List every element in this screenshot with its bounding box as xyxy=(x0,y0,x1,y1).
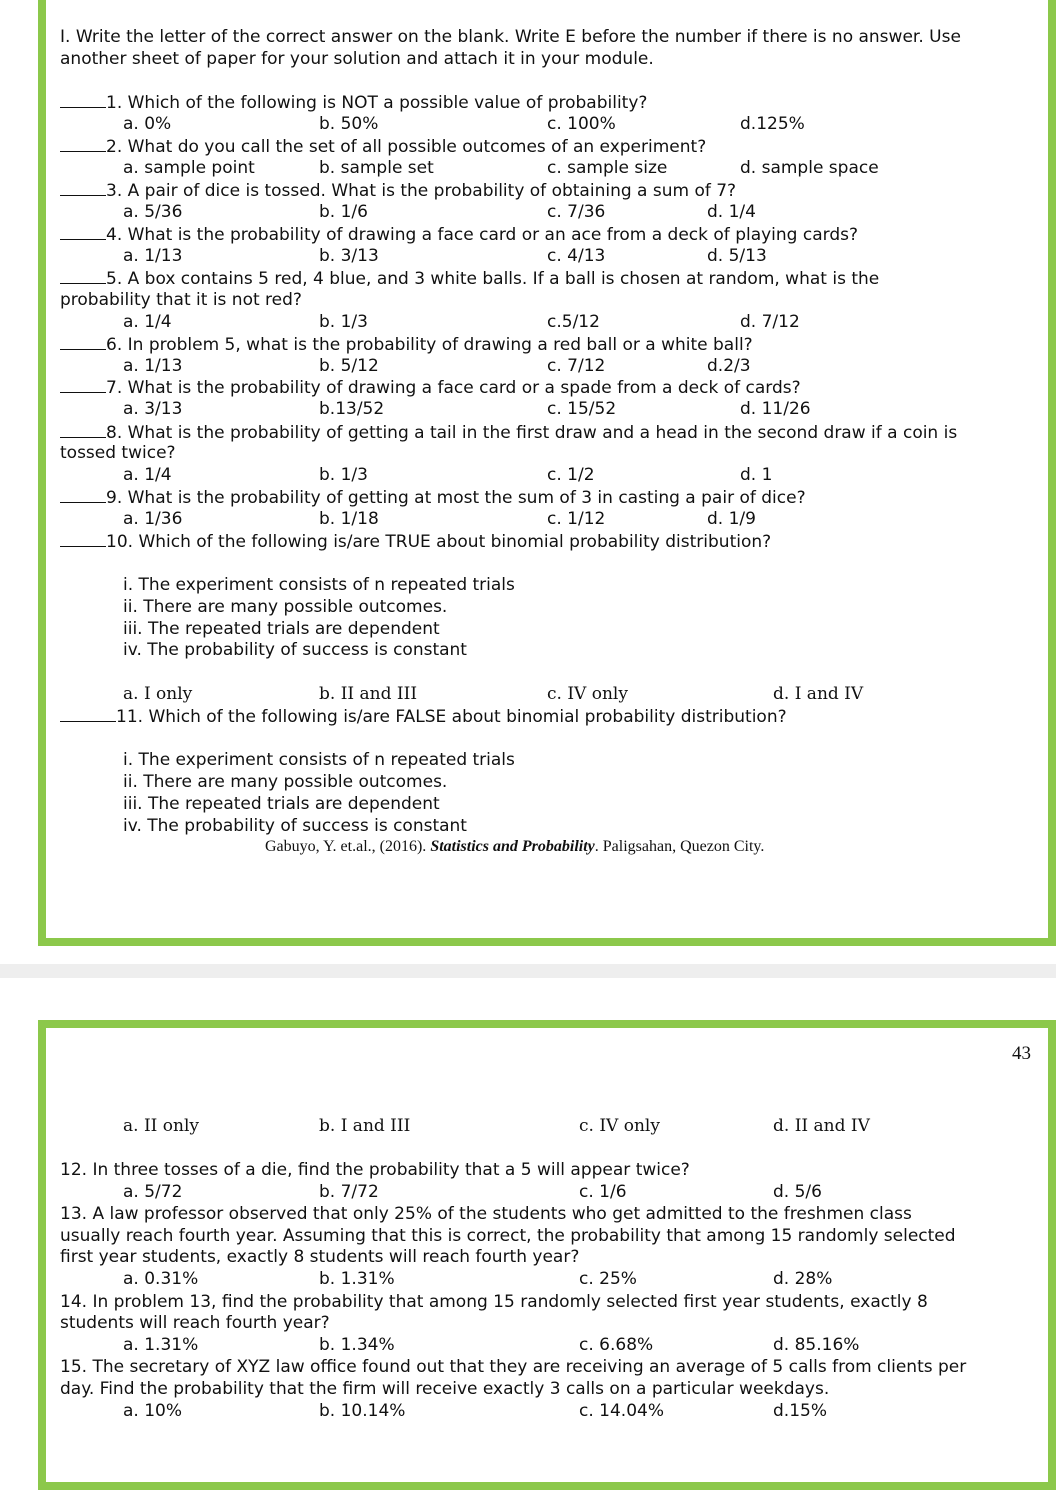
question-10: 10. Which of the following is/are TRUE about binomial probability distribution? xyxy=(60,531,771,552)
q9-option-b: b. 1/18 xyxy=(319,509,379,529)
q11-option-b: b. I and III xyxy=(319,1116,411,1136)
q14-option-a: a. 1.31% xyxy=(123,1335,199,1355)
question-9: 9. What is the probability of getting at most the sum of 3 in casting a pair of dice? xyxy=(60,487,806,508)
q11-statement-3: iii. The repeated trials are dependent xyxy=(123,794,440,814)
instructions-line-1: I. Write the letter of the correct answer on the blank. Write E before the number if there is no answer. Use xyxy=(60,27,961,47)
answer-blank-3[interactable] xyxy=(60,180,106,196)
question-15-cont: day. Find the probability that the firm will receive exactly 3 calls on a particular weekdays. xyxy=(60,1379,830,1399)
q11-statement-2: ii. There are many possible outcomes. xyxy=(123,772,448,792)
question-11: 11. Which of the following is/are FALSE about binomial probability distribution? xyxy=(60,706,787,727)
q13-option-b: b. 1.31% xyxy=(319,1269,395,1289)
q10-option-d: d. I and IV xyxy=(773,684,864,704)
question-13: 13. A law professor observed that only 25% of the students who get admitted to the freshmen class xyxy=(60,1204,912,1224)
q1-option-d: d.125% xyxy=(740,114,805,134)
q7-option-d: d. 11/26 xyxy=(740,399,811,419)
instructions-line-2: another sheet of paper for your solution and attach it in your module. xyxy=(60,49,654,69)
q8-option-b: b. 1/3 xyxy=(319,465,368,485)
q14-option-d: d. 85.16% xyxy=(773,1335,860,1355)
q2-option-d: d. sample space xyxy=(740,158,879,178)
q4-option-c: c. 4/13 xyxy=(547,246,606,266)
q7-option-a: a. 3/13 xyxy=(123,399,183,419)
q5-option-b: b. 1/3 xyxy=(319,312,368,332)
q9-option-d: d. 1/9 xyxy=(707,509,756,529)
q10-statement-2: ii. There are many possible outcomes. xyxy=(123,597,448,617)
question-4: 4. What is the probability of drawing a face card or an ace from a deck of playing cards? xyxy=(60,224,858,245)
answer-blank-5[interactable] xyxy=(60,268,106,284)
q3-option-b: b. 1/6 xyxy=(319,202,368,222)
question-5: 5. A box contains 5 red, 4 blue, and 3 white balls. If a ball is chosen at random, what is the xyxy=(60,268,879,289)
q5-option-a: a. 1/4 xyxy=(123,312,172,332)
q13-option-d: d. 28% xyxy=(773,1269,833,1289)
question-8: 8. What is the probability of getting a tail in the first draw and a head in the second draw if a coin is xyxy=(60,422,957,443)
question-14: 14. In problem 13, find the probability that among 15 randomly selected first year students, exactly 8 xyxy=(60,1292,928,1312)
q15-option-a: a. 10% xyxy=(123,1401,183,1421)
q15-option-d: d.15% xyxy=(773,1401,827,1421)
q4-option-d: d. 5/13 xyxy=(707,246,767,266)
q10-statement-1: i. The experiment consists of n repeated trials xyxy=(123,575,515,595)
question-14-cont: students will reach fourth year? xyxy=(60,1313,330,1333)
q12-option-a: a. 5/72 xyxy=(123,1182,183,1202)
q7-option-c: c. 15/52 xyxy=(547,399,617,419)
q3-option-a: a. 5/36 xyxy=(123,202,183,222)
question-2: 2. What do you call the set of all possible outcomes of an experiment? xyxy=(60,136,706,157)
page-number: 43 xyxy=(1012,1043,1031,1064)
page-separator xyxy=(0,964,1056,978)
question-15: 15. The secretary of XYZ law office found out that they are receiving an average of 5 calls from clients per xyxy=(60,1357,967,1377)
answer-blank-1[interactable] xyxy=(60,92,106,108)
citation: Gabuyo, Y. et.al., (2016). Statistics and Probability. Paligsahan, Quezon City. xyxy=(265,838,765,855)
answer-blank-10[interactable] xyxy=(60,531,106,547)
answer-blank-4[interactable] xyxy=(60,224,106,240)
q10-option-c: c. IV only xyxy=(547,684,628,704)
q9-option-c: c. 1/12 xyxy=(547,509,606,529)
q2-option-b: b. sample set xyxy=(319,158,434,178)
q1-option-a: a. 0% xyxy=(123,114,172,134)
q8-option-d: d. 1 xyxy=(740,465,773,485)
q5-option-d: d. 7/12 xyxy=(740,312,800,332)
q13-option-c: c. 25% xyxy=(579,1269,637,1289)
answer-blank-8[interactable] xyxy=(60,422,106,438)
q7-option-b: b.13/52 xyxy=(319,399,385,419)
q3-option-d: d. 1/4 xyxy=(707,202,756,222)
q8-option-c: c. 1/2 xyxy=(547,465,595,485)
q11-option-d: d. II and IV xyxy=(773,1116,870,1136)
q15-option-b: b. 10.14% xyxy=(319,1401,406,1421)
question-1: 1. Which of the following is NOT a possible value of probability? xyxy=(60,92,647,113)
q6-option-d: d.2/3 xyxy=(707,356,751,376)
q13-option-a: a. 0.31% xyxy=(123,1269,199,1289)
answer-blank-7[interactable] xyxy=(60,377,106,393)
q3-option-c: c. 7/36 xyxy=(547,202,606,222)
question-13-cont-1: usually reach fourth year. Assuming that this is correct, the probability that among 15 randomly selected xyxy=(60,1226,956,1246)
question-7: 7. What is the probability of drawing a face card or a spade from a deck of cards? xyxy=(60,377,801,398)
q10-statement-3: iii. The repeated trials are dependent xyxy=(123,619,440,639)
q4-option-a: a. 1/13 xyxy=(123,246,183,266)
q11-statement-4: iv. The probability of success is constant xyxy=(123,816,467,836)
q1-option-b: b. 50% xyxy=(319,114,379,134)
q10-option-b: b. II and III xyxy=(319,684,418,704)
q9-option-a: a. 1/36 xyxy=(123,509,183,529)
answer-blank-6[interactable] xyxy=(60,334,106,350)
q8-option-a: a. 1/4 xyxy=(123,465,172,485)
question-6: 6. In problem 5, what is the probability of drawing a red ball or a white ball? xyxy=(60,334,753,355)
q6-option-c: c. 7/12 xyxy=(547,356,606,376)
question-13-cont-2: first year students, exactly 8 students will reach fourth year? xyxy=(60,1247,580,1267)
question-5-cont: probability that it is not red? xyxy=(60,290,302,310)
q14-option-b: b. 1.34% xyxy=(319,1335,395,1355)
question-3: 3. A pair of dice is tossed. What is the probability of obtaining a sum of 7? xyxy=(60,180,736,201)
answer-blank-2[interactable] xyxy=(60,136,106,152)
q10-option-a: a. I only xyxy=(123,684,193,704)
q12-option-c: c. 1/6 xyxy=(579,1182,627,1202)
q12-option-d: d. 5/6 xyxy=(773,1182,822,1202)
q5-option-c: c.5/12 xyxy=(547,312,600,332)
q10-statement-4: iv. The probability of success is constant xyxy=(123,640,467,660)
q2-option-c: c. sample size xyxy=(547,158,668,178)
q4-option-b: b. 3/13 xyxy=(319,246,379,266)
question-12: 12. In three tosses of a die, find the probability that a 5 will appear twice? xyxy=(60,1160,690,1180)
citation-title: Statistics and Probability xyxy=(430,838,595,855)
answer-blank-9[interactable] xyxy=(60,487,106,503)
q11-option-c: c. IV only xyxy=(579,1116,660,1136)
q1-option-c: c. 100% xyxy=(547,114,616,134)
q11-statement-1: i. The experiment consists of n repeated trials xyxy=(123,750,515,770)
question-8-cont: tossed twice? xyxy=(60,443,176,463)
q14-option-c: c. 6.68% xyxy=(579,1335,654,1355)
q15-option-c: c. 14.04% xyxy=(579,1401,664,1421)
q2-option-a: a. sample point xyxy=(123,158,255,178)
q11-option-a: a. II only xyxy=(123,1116,200,1136)
q12-option-b: b. 7/72 xyxy=(319,1182,379,1202)
q6-option-b: b. 5/12 xyxy=(319,356,379,376)
q6-option-a: a. 1/13 xyxy=(123,356,183,376)
answer-blank-11[interactable] xyxy=(60,706,116,722)
